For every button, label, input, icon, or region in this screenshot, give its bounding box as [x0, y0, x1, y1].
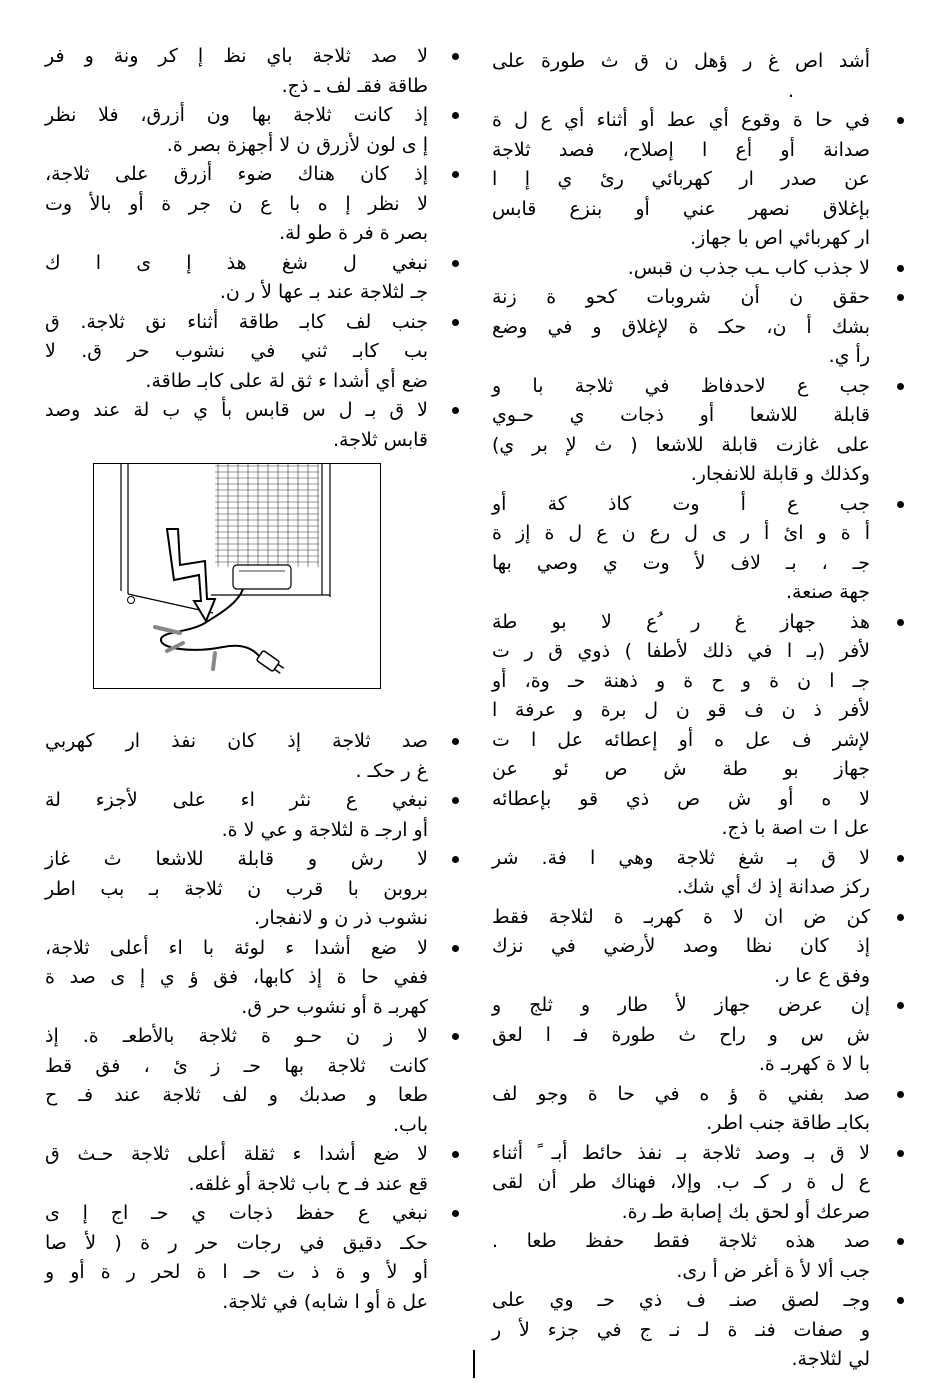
safety-instruction-item [492, 1080, 870, 1139]
instruction-line: حقق ن أن شروبات كحو ة زنة [492, 286, 870, 308]
instruction-line: لا ق بـ شغ ثلاجة وهي ا فة. شر [492, 846, 870, 869]
instruction-line: لا ق بـ وصد ثلاجة بـ نفذ حائط أبـ ً أثناء [492, 1141, 870, 1164]
instruction-line: جهة صنعة. [786, 581, 870, 603]
instruction-line: نبغي ع نثر اء على لأجزء لة [45, 789, 428, 811]
instruction-line: وكذلك و قابلة للانفجار. [690, 463, 870, 485]
instruction-line: بب كابـ ثني في نشوب حر ق. لا [45, 340, 428, 362]
safety-instruction-item [492, 991, 870, 1080]
bullet-icon [897, 1002, 904, 1009]
instruction-line: ركز صدانة إذ ك أي شك. [676, 876, 870, 898]
instruction-line: جب ألا لأ ة أغر ض أ رى. [676, 1259, 870, 1282]
safety-instruction-item [492, 1227, 870, 1286]
instruction-line: جـ ا ن ة و ح ة و ذهنة حـ وة، أو [492, 669, 870, 692]
instruction-line: صد بفني ة ؤ ه في حا ة وجو لف [492, 1082, 870, 1105]
instruction-line: لا صد ثلاجة باي نظ إ كر ونة و فر [45, 45, 428, 67]
bullet-icon [897, 1150, 904, 1157]
instruction-line: لا ضع أشدا ء ثقلة أعلى ثلاجة حـث ق [45, 1143, 428, 1165]
instruction-line: كهربـ ة أو نشوب حر ق. [241, 995, 428, 1018]
instruction-line: عل ة أو ا شابه) في ثلاجة. [222, 1290, 428, 1313]
instruction-line: أ ة و ائ أ ر ى ل رع ن ع ل ة إز ة [492, 522, 870, 544]
instruction-line: لأفر ذ ن ف قو ن ل برة و عرفة ا [492, 699, 870, 721]
instruction-line: ار كهربائي اص با جهاز. [690, 227, 870, 249]
safety-instruction-item [45, 160, 428, 249]
bullet-icon [897, 383, 904, 390]
instruction-line: إ ى لون لأزرق ن لا أجهزة بصر ة. [166, 133, 428, 156]
right-column [492, 47, 870, 1375]
left-column-top-list [45, 42, 428, 455]
bullet-icon [897, 1091, 904, 1098]
instruction-line: باب. [392, 1113, 428, 1136]
instruction-line: ع ل ة ر كـ ب. وإلا، فهناك طر أن لقى [492, 1171, 870, 1193]
instruction-line: وفق ع عا ر. [774, 964, 870, 987]
bullet-icon [897, 1297, 904, 1304]
instruction-line: و صفات فنـ ة لـ نـ ج في جزء لأ ر [492, 1318, 870, 1341]
instruction-line: أو لأ و ة ذ ت حـ ا ة لحر ر ة أو و [45, 1261, 428, 1283]
bullet-icon [452, 407, 459, 414]
bullet-icon [452, 945, 459, 952]
bullet-icon [897, 1238, 904, 1245]
instruction-line: هذ جهاز غ ر ُع لا بو طة [492, 610, 870, 633]
safety-instruction-item [45, 1022, 428, 1140]
instruction-line: جهاز بو طة ش ص ئو عن [492, 758, 870, 780]
instruction-line: قع عند فـ ح باب ثلاجة أو غلقه. [188, 1172, 428, 1195]
bullet-icon [452, 1151, 459, 1158]
intro-period: . [787, 79, 794, 102]
instruction-line: ش س و راح ث طورة فـ ا لعق [492, 1023, 870, 1046]
safety-instruction-item [45, 101, 428, 160]
instruction-line: في حا ة وقوع أي عط أو أثناء أي ع ل ة [492, 109, 870, 131]
instruction-line: صدانة أو أع ا إصلاح، فصد ثلاجة [492, 138, 870, 161]
safety-instruction-item [492, 372, 870, 490]
instruction-line: جـ لثلاجة عند بـ عها لأ ر ن. [219, 281, 428, 303]
instruction-line: لا رش و قابلة للاشعا ث غاز [45, 848, 428, 870]
instruction-line: إذ كان هناك ضوء أزرق على ثلاجة، [45, 163, 428, 185]
instruction-line: غ ر حكـ . [355, 759, 428, 782]
safety-instruction-item [45, 42, 428, 101]
instruction-line: عن صدر ار كهربائي رئ ي إ ا [492, 168, 870, 190]
instruction-line: ففي حا ة إذ كابها، فق ؤ ي إ ى صد ة [45, 966, 428, 988]
instruction-line: لإشر ف عل ه أو إعطائه عل ا ت [492, 728, 870, 751]
instruction-line: جب ع لاحدفاظ في ثلاجة با و [492, 374, 870, 397]
safety-instruction-item [45, 934, 428, 1023]
instruction-line: صد ثلاجة إذ كان نفذ ار كهربي [45, 730, 428, 752]
instruction-line: وجـ لصق صنـ ف ذي حـ وي على [492, 1289, 870, 1311]
instruction-line: على غازت قابلة للاشعا ( ث لإ بر ي) [492, 433, 870, 456]
safety-instruction-item [492, 608, 870, 844]
intro-line: أشد اص غ ر ؤهل ن ق ث طورة على [492, 50, 870, 72]
instruction-line: صرعك أو لحق بك إصابة طـ رة. [621, 1200, 870, 1223]
bullet-icon [897, 914, 904, 921]
instruction-line: لا ق بـ ل س قابس بأ ي ب لة عند وصد [45, 399, 428, 421]
instruction-line: نبغي ع حفظ ذجات ي حـ اج إ ى [45, 1202, 428, 1224]
instruction-line: إن عرض جهاز لأ طار و ثلج و [492, 994, 870, 1016]
instruction-line: بإغلاق نصهر عني أو بنزع قابس [492, 197, 870, 220]
bullet-icon [897, 294, 904, 301]
instruction-line: بكابـ طاقة جنب اطر. [706, 1112, 870, 1134]
safety-instruction-item [45, 845, 428, 934]
safety-instruction-item [45, 1140, 428, 1199]
safety-instruction-item [492, 1286, 870, 1375]
bullet-icon [897, 265, 904, 272]
safety-instruction-item [492, 490, 870, 608]
safety-instruction-item [45, 786, 428, 845]
instruction-line: أو ارجـ ة لثلاجة و عي لا ة. [221, 818, 428, 841]
bullet-icon [452, 1033, 459, 1040]
instruction-line: لأفر (بـ ا في ذلك لأطفا ) ذوي ق ر ت [492, 640, 870, 662]
instruction-line: عل ا ت اصة با ذج. [721, 817, 870, 839]
refrigerator-electrical-hazard-illustration [93, 463, 381, 689]
instruction-line: كن ض ان لا ة كهربـ ة لثلاجة فقط [492, 905, 870, 928]
instruction-line: لا ه أو ش ص ذي قو بإعطائه [492, 787, 870, 810]
bullet-icon [452, 260, 459, 267]
bullet-icon [452, 1210, 459, 1217]
right-instruction-list [492, 106, 870, 1375]
instruction-line: قابلة للاشعا أو ذجات ي حـوي [492, 404, 870, 426]
bullet-icon [452, 319, 459, 326]
instruction-line: نشوب ذر ن و لانفجار. [254, 907, 428, 929]
safety-instruction-item [492, 254, 870, 284]
safety-instruction-item [45, 308, 428, 397]
instruction-line: جب ع أ وت كاذ كة أو [492, 492, 870, 515]
safety-instruction-item [45, 396, 428, 455]
instruction-line: إذ كانت ثلاجة بها ون أزرق، فلا نظر [45, 104, 428, 126]
instruction-line: رأ ي. [828, 345, 870, 367]
instruction-line: بصر ة فر ة طو لة. [279, 222, 428, 244]
instruction-line: حكـ دقيق في رجات حر ر ة ( لأ صا [45, 1231, 428, 1254]
instruction-line: با لا ة كهربـ ة. [758, 1053, 870, 1075]
instruction-line: بشك أ ن، حكـ ة لإغلاق و في وضع [492, 315, 870, 338]
instruction-line: كانت ثلاجة بها حـ ز ئ ، فق قط [45, 1054, 428, 1077]
bullet-icon [452, 112, 459, 119]
instruction-line: لا نظر إ ه با ع ن جر ة أو بالأ وت [45, 192, 428, 215]
safety-instruction-item [492, 283, 870, 372]
page-center-rule [473, 1350, 475, 1378]
safety-instruction-item [492, 903, 870, 992]
instruction-line: جنب لف كابـ طاقة أثناء نق ثلاجة. ق [45, 310, 428, 333]
safety-instruction-item [492, 1139, 870, 1228]
instruction-line: ضع أي أشدا ء ثق لة على كابـ طاقة. [145, 369, 428, 392]
instruction-line: لي لثلاجة. [791, 1348, 870, 1370]
instruction-line: إذ كان نظا وصد لأرضي في نزك [492, 935, 870, 957]
safety-instruction-item [45, 727, 428, 786]
instruction-line: جـ ، بـ لاف لأ وت ي وصي بها [492, 551, 870, 574]
bullet-icon [452, 171, 459, 178]
safety-instruction-item [45, 249, 428, 308]
instruction-line: لا جذب كاب ـب جذب ن قبس. [627, 256, 870, 279]
safety-instruction-item [492, 106, 870, 254]
instruction-line: طعا و صدبك و لف ثلاجة عند فـ ح [45, 1084, 428, 1106]
bullet-icon [452, 856, 459, 863]
instruction-line: لا ضع أشدا ء لوئة با اء أعلى ثلاجة، [45, 936, 428, 959]
bullet-icon [897, 619, 904, 626]
bullet-icon [452, 53, 459, 60]
instruction-line: بروبن با قرب ن ثلاجة بـ بب اطر [45, 877, 428, 900]
instruction-line: طاقة فقـ لف ـ ذج. [281, 74, 428, 97]
bullet-icon [452, 738, 459, 745]
left-column-bottom-list [45, 727, 428, 1317]
safety-instruction-item [45, 1199, 428, 1317]
bullet-icon [897, 117, 904, 124]
bullet-icon [897, 501, 904, 508]
instruction-line: لا ز ن حـو ة ثلاجة بالأطعـ ة. إذ [45, 1025, 428, 1047]
instruction-line: قابس ثلاجة. [332, 428, 428, 451]
instruction-line: نبغي ل شغ هذ إ ى ا ك [45, 251, 428, 274]
bullet-icon [897, 855, 904, 862]
bullet-icon [452, 797, 459, 804]
instruction-line: صد هذه ثلاجة فقط حفظ طعا . [492, 1230, 870, 1252]
safety-instruction-item [492, 844, 870, 903]
